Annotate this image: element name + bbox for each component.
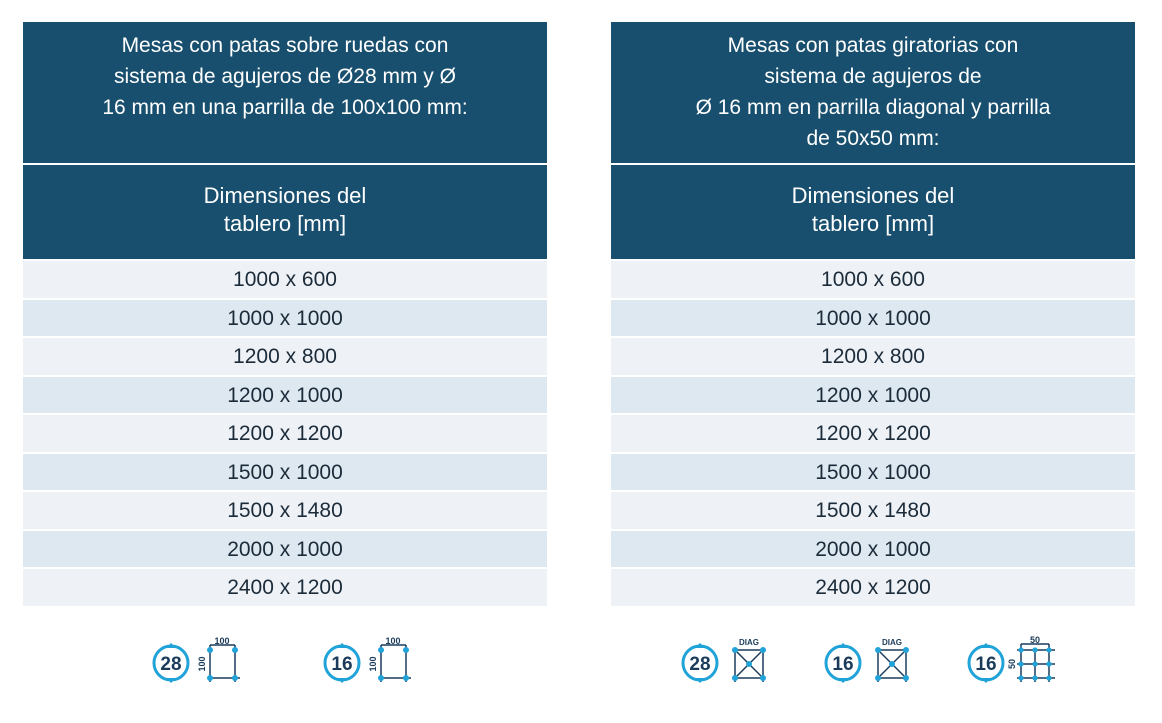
diameter-label: 16 [832, 654, 854, 675]
table-title [23, 22, 547, 163]
column-header [611, 165, 1135, 259]
table-row: 1000 x 1000 [611, 300, 1135, 337]
table-row: 1500 x 1480 [611, 492, 1135, 529]
title-line: de 50x50 mm: [806, 127, 940, 150]
grid-top-label: 100 [385, 636, 401, 646]
grid-side-label: 100 [197, 656, 207, 672]
grid-top-label: DIAG [882, 638, 902, 647]
title-line: sistema de agujeros de Ø28 mm y Ø [114, 65, 456, 88]
header-line: tablero [mm] [223, 211, 347, 236]
grid-top-label: 50 [1029, 636, 1041, 645]
table-row: 2000 x 1000 [23, 531, 547, 568]
grid-top-label: DIAG [739, 638, 759, 647]
table-row: 1000 x 600 [23, 261, 547, 298]
grid-side-label: 100 [368, 656, 378, 672]
table-row: 1200 x 1200 [611, 415, 1135, 452]
table-row: 1200 x 800 [23, 338, 547, 375]
table-row: 2400 x 1200 [23, 569, 547, 606]
title-line: sistema de agujeros de [764, 65, 982, 88]
table-row: 2400 x 1200 [611, 569, 1135, 606]
table-swivel [611, 22, 1135, 606]
hole-28-grid-100-icon [150, 636, 250, 688]
hole-16-grid-50-icon [965, 636, 1065, 688]
table-row: 1500 x 1000 [23, 454, 547, 491]
hole-16-diagonal-icon [822, 636, 922, 688]
diameter-label: 16 [331, 654, 353, 675]
table-row: 1000 x 1000 [23, 300, 547, 337]
title-line: Mesas con patas sobre ruedas con [121, 34, 449, 57]
title-line: Mesas con patas giratorias con [727, 34, 1019, 57]
hole-16-grid-100-icon [321, 636, 421, 688]
grid-side-label: 50 [1007, 658, 1017, 670]
grid-top-label: 100 [214, 636, 230, 646]
header-line: tablero [mm] [811, 211, 935, 236]
table-row: 1500 x 1480 [23, 492, 547, 529]
table-row: 1200 x 1000 [611, 377, 1135, 414]
diameter-label: 28 [689, 654, 711, 675]
table-title [611, 22, 1135, 163]
header-line: Dimensiones del [203, 183, 367, 208]
diameter-label: 16 [975, 654, 997, 675]
table-row: 1200 x 1000 [23, 377, 547, 414]
table-row: 1200 x 800 [611, 338, 1135, 375]
title-line: 16 mm en una parrilla de 100x100 mm: [102, 96, 468, 119]
title-line: Ø 16 mm en parrilla diagonal y parrilla [695, 96, 1051, 119]
table-row: 1500 x 1000 [611, 454, 1135, 491]
hole-28-diagonal-icon [679, 636, 779, 688]
header-line: Dimensiones del [791, 183, 955, 208]
column-header [23, 165, 547, 259]
diameter-label: 28 [160, 654, 182, 675]
table-row: 2000 x 1000 [611, 531, 1135, 568]
table-wheels [23, 22, 547, 606]
table-row: 1000 x 600 [611, 261, 1135, 298]
table-row: 1200 x 1200 [23, 415, 547, 452]
